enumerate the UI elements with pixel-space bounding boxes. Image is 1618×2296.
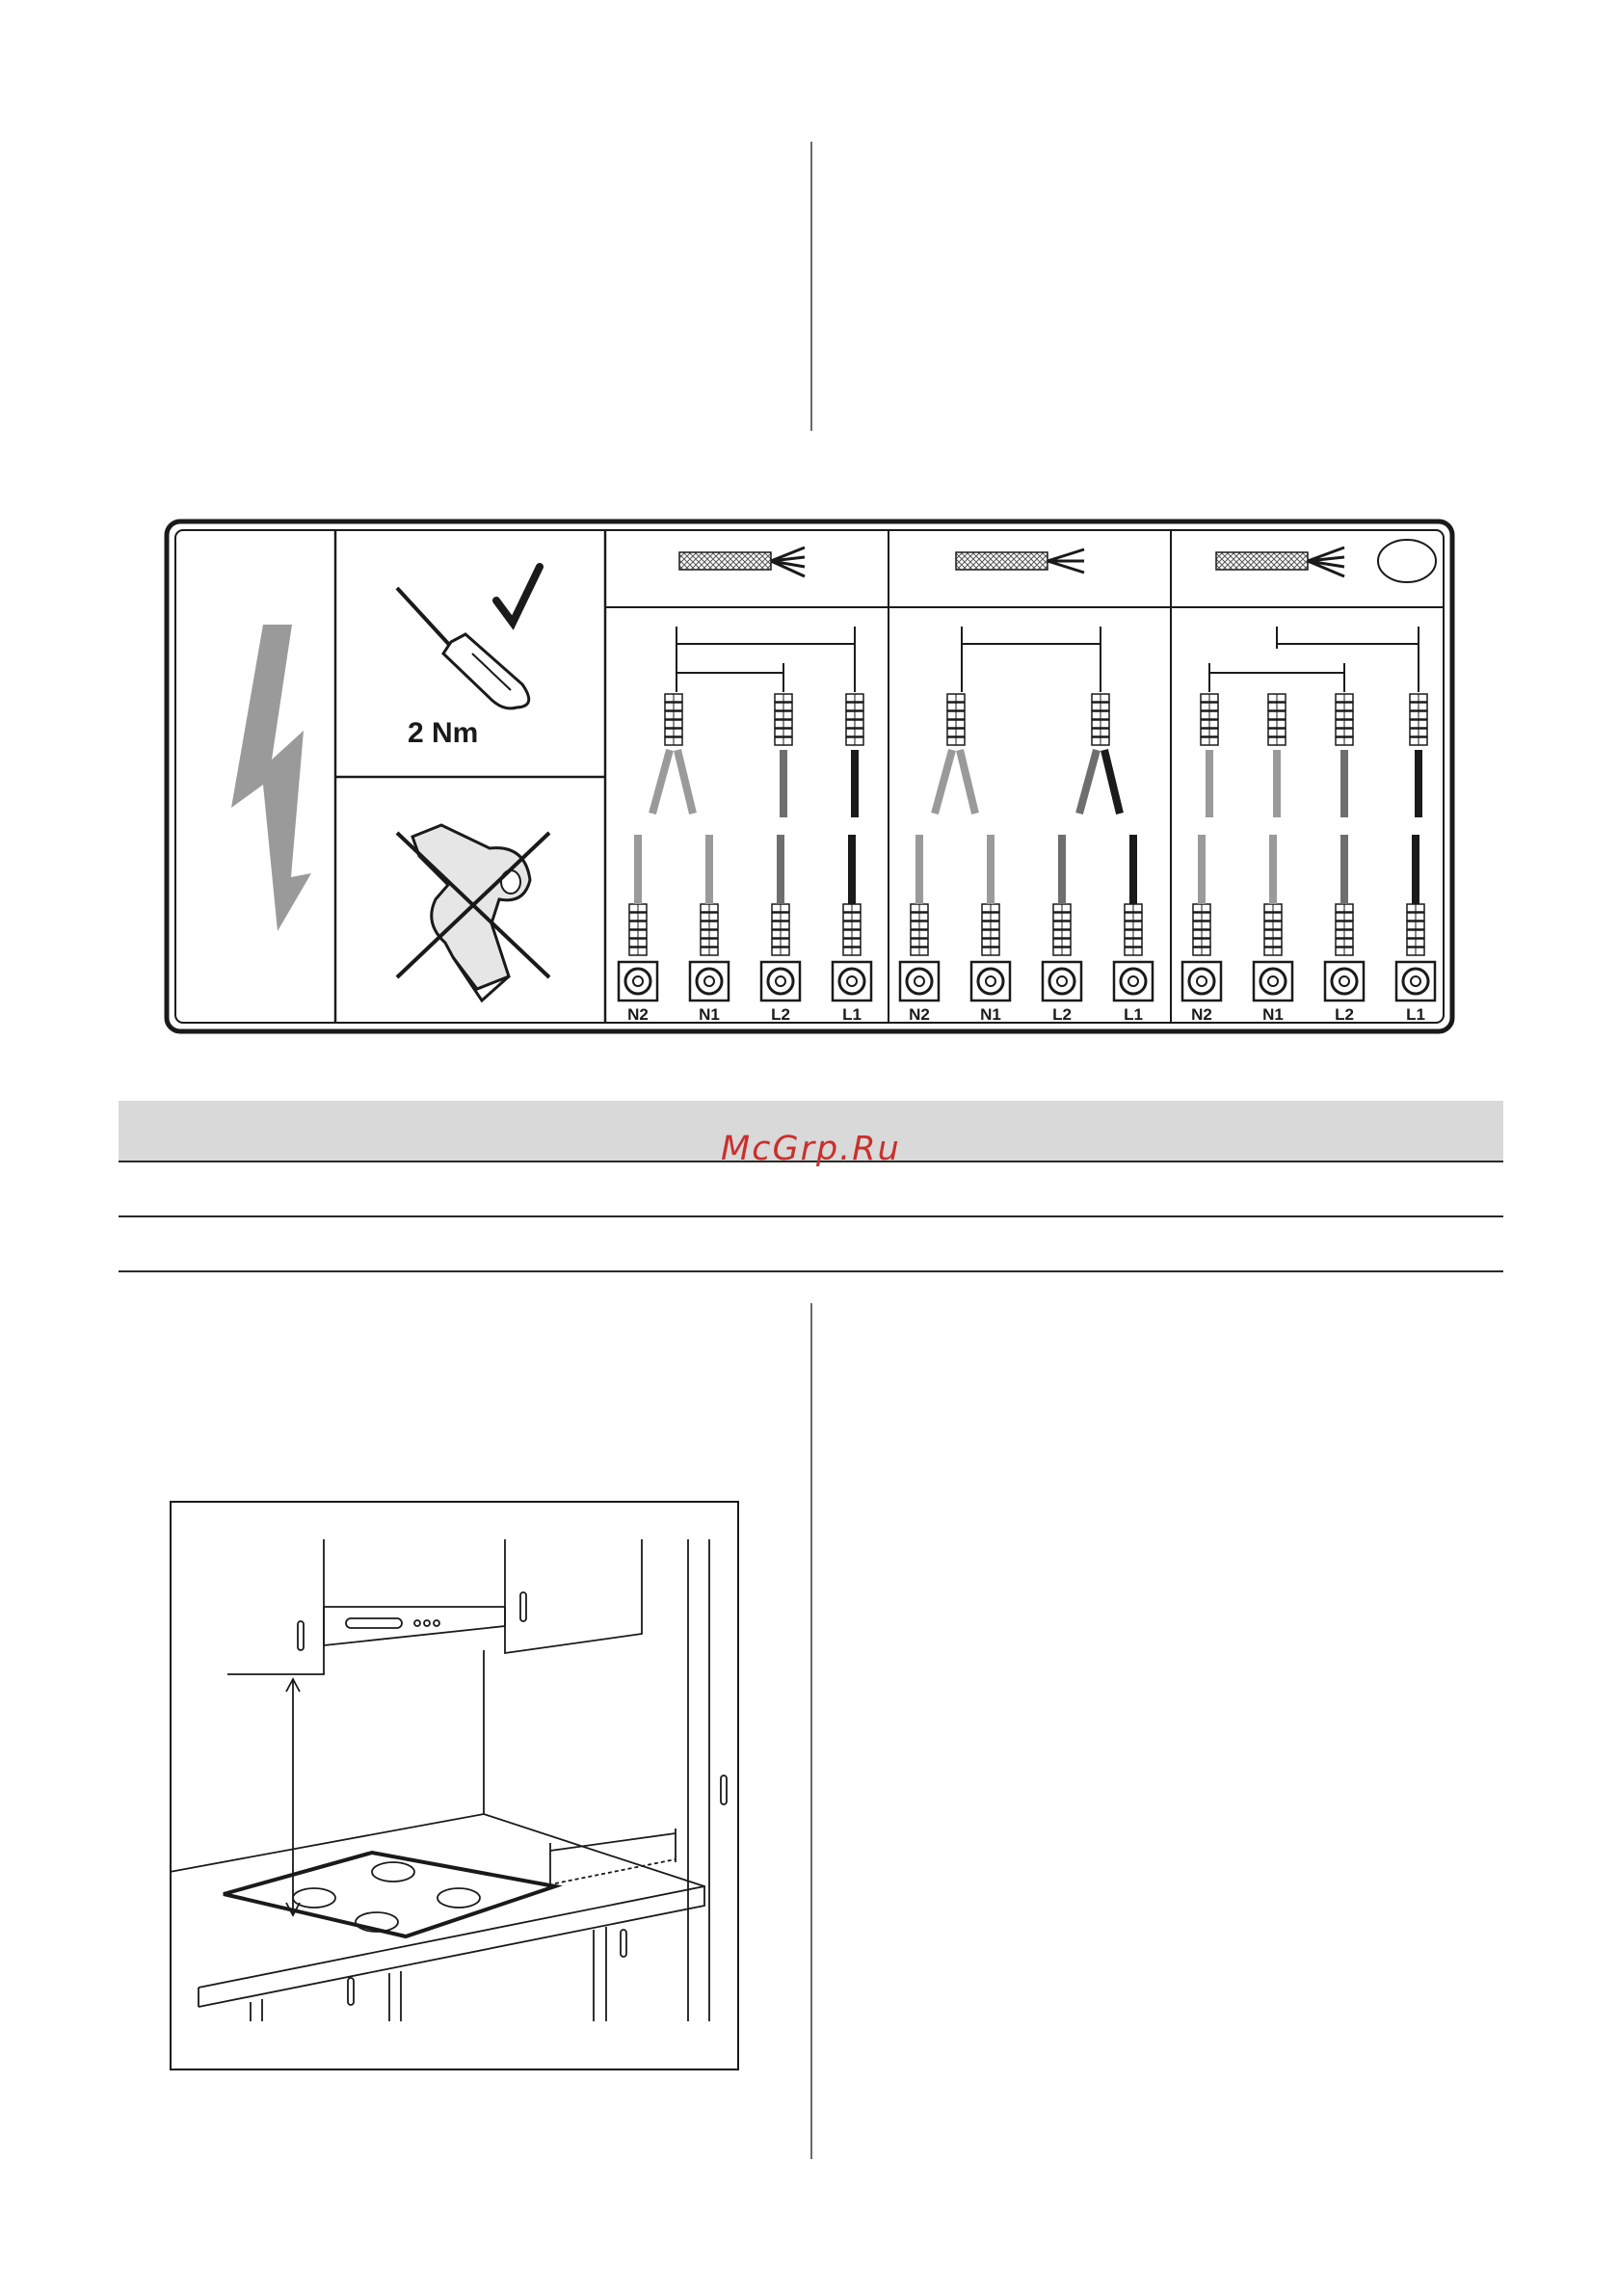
terminal-label: N2 <box>627 1005 649 1024</box>
terminal-label: N1 <box>980 1005 1001 1024</box>
dimension-lines <box>676 627 1419 692</box>
terminal-l2 <box>761 962 800 1024</box>
blank-badge <box>1378 540 1436 582</box>
table-rule-2 <box>119 1215 1503 1217</box>
terminal-label: N1 <box>699 1005 720 1024</box>
terminal-l1 <box>1396 962 1435 1024</box>
column-divider-top <box>810 142 812 431</box>
terminal-l1 <box>1114 962 1153 1024</box>
terminal-label: N2 <box>909 1005 930 1024</box>
table-rule-3 <box>119 1270 1503 1272</box>
terminal-label: L2 <box>1335 1005 1354 1024</box>
terminal-n1 <box>1254 962 1292 1024</box>
kitchen-installation-illustration <box>170 1501 739 2070</box>
terminal-l1 <box>833 962 871 1024</box>
screwdriver-icon <box>397 588 529 708</box>
column-divider-bottom <box>810 1303 812 2159</box>
terminal-l2 <box>1043 962 1081 1024</box>
check-icon <box>496 567 540 623</box>
terminal-n2 <box>900 962 939 1024</box>
lightning-icon <box>231 625 311 931</box>
cable-icon-3 <box>1216 547 1344 576</box>
torque-label: 2 Nm <box>408 717 479 749</box>
terminal-label: L1 <box>1406 1005 1425 1024</box>
wire-connectors-upper <box>652 694 1427 817</box>
watermark-text: McGrp.Ru <box>721 1130 901 1168</box>
terminal-n1 <box>690 962 729 1024</box>
terminal-label: L2 <box>771 1005 790 1024</box>
terminal-l2 <box>1325 962 1364 1024</box>
terminal-label: N2 <box>1191 1005 1212 1024</box>
power-drill-icon <box>412 825 530 1001</box>
cable-icon-2 <box>956 549 1084 573</box>
wiring-diagram <box>164 519 1455 1034</box>
terminal-label: N1 <box>1262 1005 1284 1024</box>
terminal-label: L1 <box>842 1005 862 1024</box>
terminal-label: L2 <box>1052 1005 1072 1024</box>
terminal-n2 <box>619 962 657 1024</box>
cable-icon-1 <box>679 547 805 576</box>
terminal-blocks <box>619 835 1435 1024</box>
terminal-label: L1 <box>1124 1005 1143 1024</box>
terminal-n1 <box>971 962 1010 1024</box>
terminal-n2 <box>1182 962 1221 1024</box>
